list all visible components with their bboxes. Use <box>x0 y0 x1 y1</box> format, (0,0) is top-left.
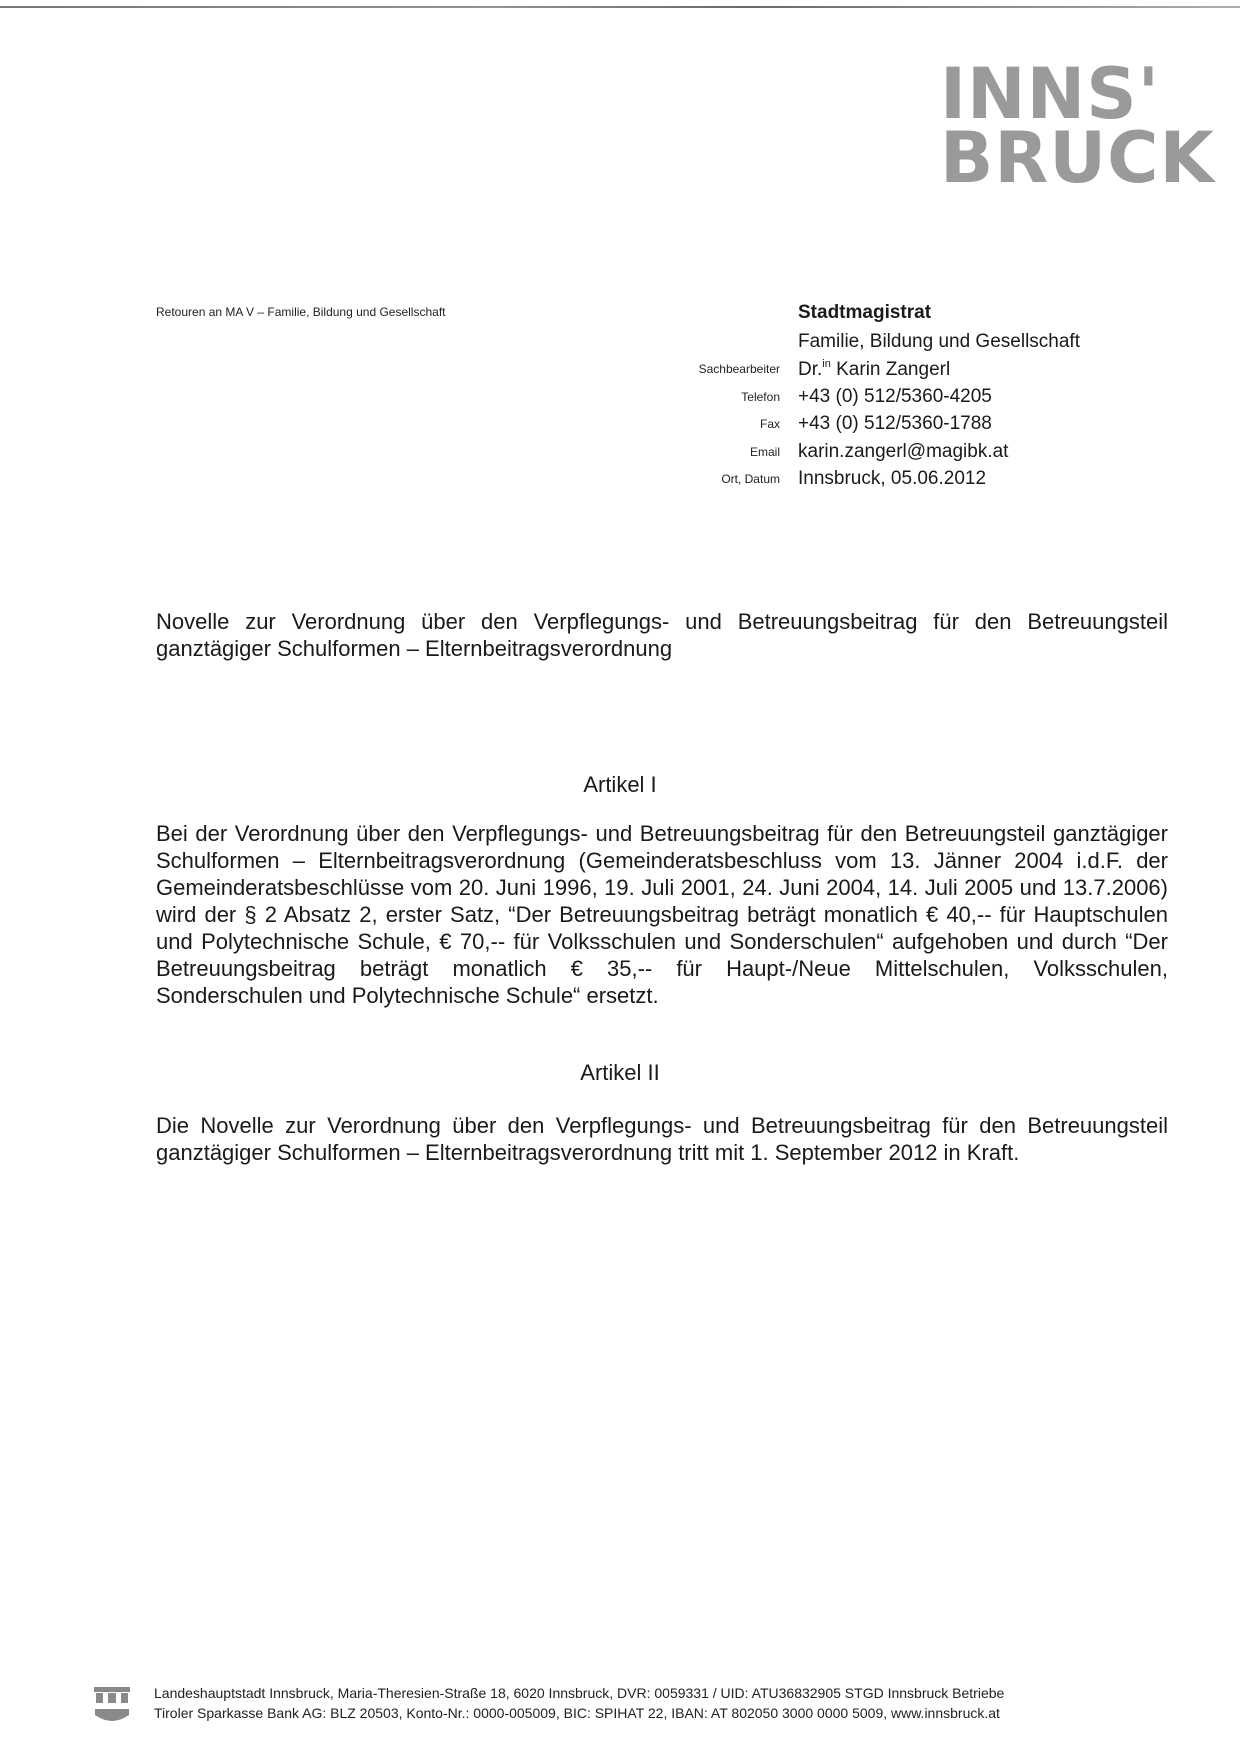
sender-row-phone <box>600 383 1160 411</box>
sender-label-clerk: Sachbearbeiter <box>698 362 780 377</box>
sender-value-email: karin.zangerl@magibk.at <box>798 440 1009 462</box>
sender-label-email: Email <box>749 444 780 459</box>
sender-info-block <box>600 298 1160 493</box>
sender-row-email <box>600 438 1160 466</box>
sender-value-date: Innsbruck, 05.06.2012 <box>798 468 987 490</box>
innsbruck-logo <box>940 53 1215 200</box>
city-bridge-icon <box>92 1683 132 1729</box>
article-2-title: Artikel II <box>580 1060 660 1085</box>
sender-row-clerk <box>600 356 1160 384</box>
article-1-title: Artikel I <box>583 772 657 797</box>
sender-value-phone: +43 (0) 512/5360-4205 <box>798 385 992 407</box>
article-1-text: Bei der Verordnung über den Verpflegungs- und Betreuungsbeitrag für den Betreuungsteil ganztägiger Schulformen – Elternbeitragsverordnung (Gemeinderatsbeschluss vom 13. Jänner 2004 i.d.F. der Gemeinderatsbeschlüsse vom 20. Juni 1996, 19. Juli 2001, 24. Juni 2004, 14. Juli 2005 und 13.7.2006) wird der § 2 Absatz 2, erster Satz, “Der Betreuungsbeitrag beträgt monatlich € 40,-- für Hauptschulen und Polytechnische Schule, € 70,-- für Volksschulen und Sonderschulen“ aufgehoben und durch “Der Betreuungsbeitrag beträgt monatlich € 35,-- für Haupt-/Neue Mittelschulen, Volksschulen, Sonderschulen und Polytechnische Schule“ ersetzt. <box>156 821 1168 1008</box>
sender-department-row <box>600 328 1160 356</box>
sender-label-phone: Telefon <box>741 389 780 404</box>
footer-line-2: Tiroler Sparkasse Bank AG: BLZ 20503, Konto-Nr.: 0000-005009, BIC: SPIHAT 22, IBAN: AT 802050 3000 0000 5009, www.innsbruck.at <box>154 1705 1000 1721</box>
document-subject: Novelle zur Verordnung über den Verpflegungs- und Betreuungsbeitrag für den Betreuungsteil ganztägiger Schulformen – Elternbeitragsverordnung <box>156 609 1168 661</box>
footer-line-1: Landeshauptstadt Innsbruck, Maria-Theresien-Straße 18, 6020 Innsbruck, DVR: 0059331 / UID: ATU36832905 STGD Innsbruck Betriebe <box>154 1685 1005 1701</box>
sender-department: Familie, Bildung und Gesellschaft <box>798 330 1080 352</box>
sender-value-fax: +43 (0) 512/5360-1788 <box>798 413 992 435</box>
sender-row-date <box>600 466 1160 494</box>
scan-edge-line <box>0 6 1240 8</box>
sender-value-clerk: Dr.$^{in}$ Karin Zangerl <box>798 357 951 380</box>
article-2-text: Die Novelle zur Verordnung über den Verpflegungs- und Betreuungsbeitrag für den Betreuungsteil ganztägiger Schulformen – Elternbeitragsverordnung tritt mit 1. September 2012 in Kraft. <box>156 1113 1168 1165</box>
footer <box>92 1683 1212 1729</box>
sender-row-fax <box>600 411 1160 439</box>
footer-text <box>154 1683 1004 1723</box>
sender-label-date: Ort, Datum <box>721 472 780 487</box>
sender-org: Stadtmagistrat <box>798 302 932 323</box>
logo-line-1: INNS' <box>940 53 1161 135</box>
return-address: Retouren an MA V – Familie, Bildung und Gesellschaft <box>156 305 446 319</box>
logo-line-2: BRUCK <box>940 117 1215 200</box>
sender-label-fax: Fax <box>759 417 780 432</box>
